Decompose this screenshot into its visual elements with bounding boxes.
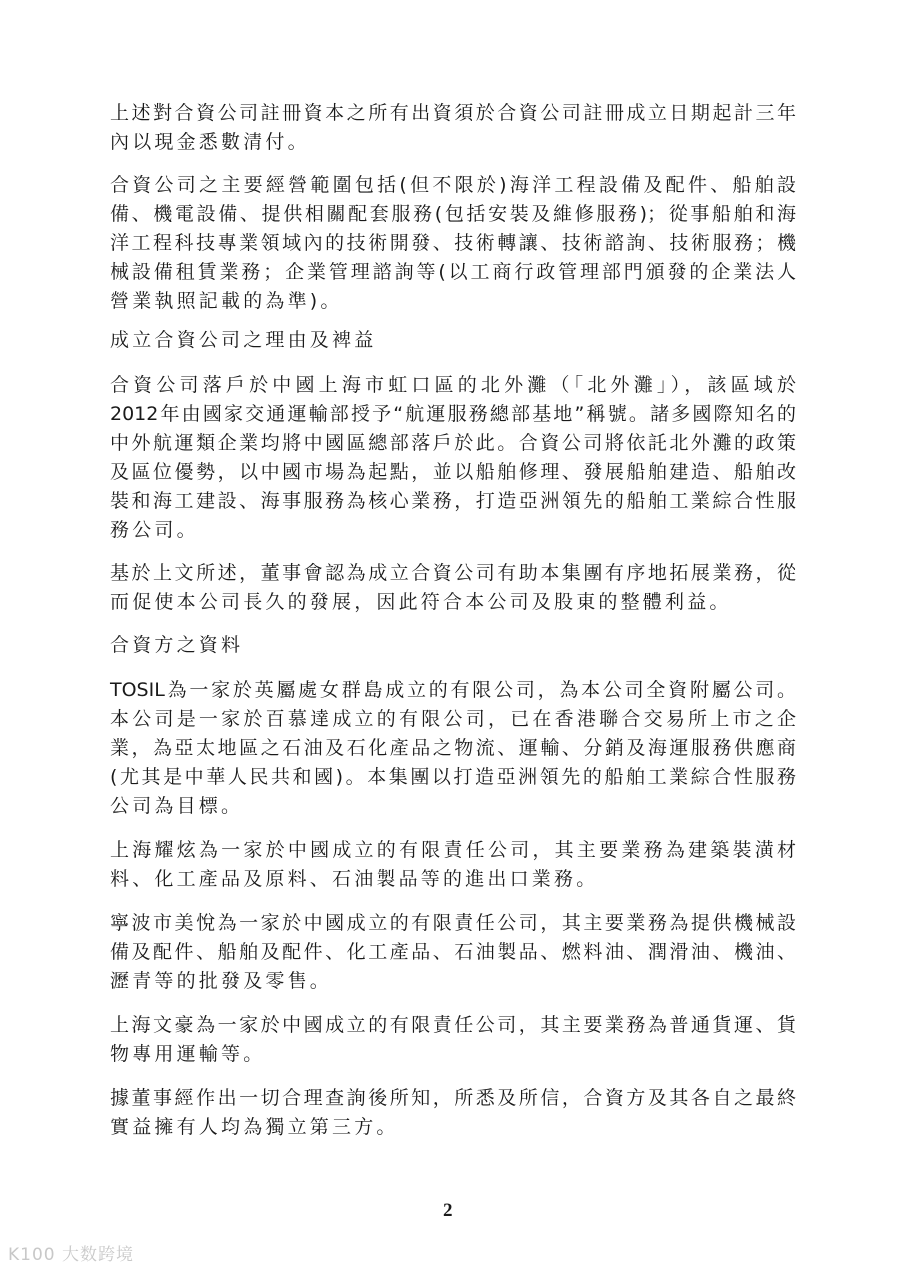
paragraph: [110, 676, 796, 821]
text-line: TOSIL為一家於英屬處女群島成立的有限公司，為本公司全資附屬公司。: [110, 679, 796, 701]
paragraph: [110, 909, 796, 996]
text-line: 械設備租賃業務；企業管理諮詢等(以工商行政管理部門頒發的企業法人: [110, 261, 796, 283]
paragraph: [110, 1011, 796, 1069]
section-heading: [110, 631, 796, 660]
text-line: 中外航運類企業均將中國區總部落戶於此。合資公司將依託北外灘的政策: [110, 432, 796, 454]
page-number: 2: [443, 1200, 453, 1221]
text-line: 瀝青等的批發及零售。: [110, 970, 333, 992]
text-line: 2012年由國家交通運輸部授予“航運服務總部基地”稱號。諸多國際知名的: [110, 403, 796, 425]
text-line: 務公司。: [110, 519, 199, 541]
text-line: 本公司是一家於百慕達成立的有限公司，已在香港聯合交易所上市之企: [110, 708, 796, 730]
section-heading: [110, 326, 796, 355]
text-line: (尤其是中華人民共和國)。本集團以打造亞洲領先的船舶工業綜合性服務: [110, 766, 796, 788]
text-line: 裝和海工建設、海事服務為核心業務，打造亞洲領先的船舶工業綜合性服: [110, 490, 796, 512]
text-line: 及區位優勢，以中國市場為起點，並以船舶修理、發展船舶建造、船舶改: [110, 461, 796, 483]
text-line: 業，為亞太地區之石油及石化產品之物流、運輸、分銷及海運服務供應商: [110, 737, 796, 759]
text-line: 上海文豪為一家於中國成立的有限責任公司，其主要業務為普通貨運、貨: [110, 1014, 796, 1036]
text-line: 營業執照記載的為準)。: [110, 290, 343, 312]
text-line: 基於上文所述，董事會認為成立合資公司有助本集團有序地拓展業務，從: [110, 562, 796, 584]
paragraph: [110, 836, 796, 894]
text-line: 而促使本公司長久的發展，因此符合本公司及股東的整體利益。: [110, 591, 732, 613]
text-line: 洋工程科技專業領域內的技術開發、技術轉讓、技術諮詢、技術服務；機: [110, 232, 796, 254]
paragraph: [110, 99, 796, 157]
text-line: 合資公司落戶於中國上海市虹口區的北外灘（「北外灘」），該區域於: [110, 374, 796, 396]
paragraph: [110, 1084, 796, 1142]
text-line: 內以現金悉數清付。: [110, 131, 310, 153]
text-line: 上海耀炫為一家於中國成立的有限責任公司，其主要業務為建築裝潢材: [110, 839, 796, 861]
text-line: 成立合資公司之理由及裨益: [110, 329, 377, 351]
text-line: 備及配件、船舶及配件、化工產品、石油製品、燃料油、潤滑油、機油、: [110, 941, 796, 963]
text-line: 合資方之資料: [110, 634, 244, 656]
text-line: 公司為目標。: [110, 795, 244, 817]
text-line: 物專用運輸等。: [110, 1043, 266, 1065]
paragraph: [110, 559, 796, 617]
text-line: 備、機電設備、提供相關配套服務(包括安裝及維修服務)；從事船舶和海: [110, 203, 796, 225]
text-line: 寧波市美悅為一家於中國成立的有限責任公司，其主要業務為提供機械設: [110, 912, 796, 934]
text-line: 據董事經作出一切合理查詢後所知，所悉及所信，合資方及其各自之最終: [110, 1087, 796, 1109]
text-line: 合資公司之主要經營範圍包括(但不限於)海洋工程設備及配件、船舶設: [110, 174, 796, 196]
watermark: K100 大数跨境: [8, 1245, 134, 1265]
text-line: 料、化工產品及原料、石油製品等的進出口業務。: [110, 868, 599, 890]
text-line: 實益擁有人均為獨立第三方。: [110, 1116, 399, 1138]
paragraph: [110, 171, 796, 316]
paragraph: [110, 371, 796, 545]
text-line: 上述對合資公司註冊資本之所有出資須於合資公司註冊成立日期起計三年: [110, 102, 796, 124]
